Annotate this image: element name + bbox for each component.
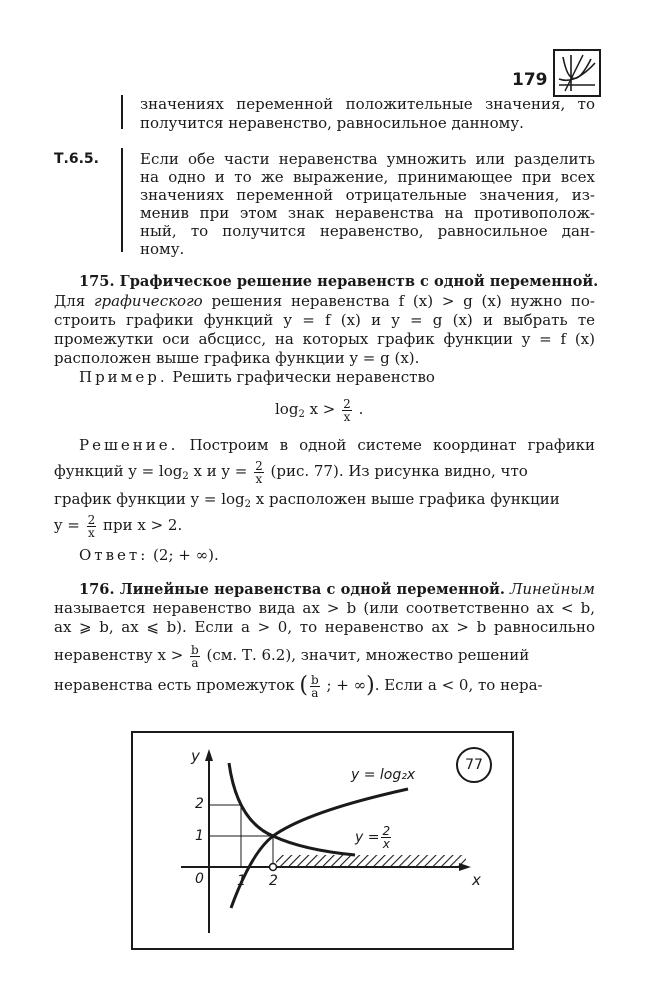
text-line: на одно и то же выражение, принимающее при всех xyxy=(140,168,595,186)
y-axis-arrow xyxy=(205,749,213,761)
text-line: значениях переменной положительные значения, то xyxy=(140,95,595,113)
x-axis-label: x xyxy=(472,871,481,889)
text-line: ному. xyxy=(140,240,185,258)
margin-bar xyxy=(121,95,123,129)
margin-bar xyxy=(121,148,123,252)
text-line: неравенства есть промежуток ( $\frac{b}{a}$ ; + ∞). Если a < 0, то нера- xyxy=(54,672,543,700)
text-line: график функции $y = \log_2 x$ расположен выше графика функции xyxy=(54,490,560,510)
log-curve-label: y = log₂x xyxy=(351,767,416,783)
text-line: расположен выше графика функции y = g (x). xyxy=(54,349,420,367)
text-line: строить графики функций y = f (x) и y = g (x) и выбрать те xyxy=(54,311,595,329)
example-line: Пример. Решить графически неравенство xyxy=(79,368,435,386)
text-line: ный, то получится неравенство, равносильное дан- xyxy=(140,222,595,240)
section-176-title: 176. Линейные неравенства с одной переменной. Линейным xyxy=(79,580,595,598)
y-tick-label: 2 xyxy=(195,796,204,812)
answer-line: Ответ: (2; + ∞). xyxy=(79,546,219,564)
text-line: значениях переменной отрицательные значения, из- xyxy=(140,186,595,204)
text-line: Для графического решения неравенства f (x) > g (x) нужно по- xyxy=(54,292,595,310)
x-tick-label: 1 xyxy=(237,873,246,889)
text-line: ax ⩾ b, ax ⩽ b). Если a > 0, то неравенство ax > b равносильно xyxy=(54,618,595,636)
text-line: промежутки оси абсцисс, на которых график функции y = f (x) xyxy=(54,330,595,348)
section-175-title: 175. Графическое решение неравенств с одной переменной. xyxy=(79,273,599,290)
example-formula: $\log_2 x$ > $\frac{2}{x}$ . xyxy=(275,396,364,424)
x-tick-label: 2 xyxy=(269,873,278,889)
text-line: Решение. Построим в одной системе координат графики xyxy=(79,436,595,454)
figure-77 xyxy=(131,731,514,950)
page-number: 179 xyxy=(512,70,548,90)
theorem-label: Т.6.5. xyxy=(54,151,99,167)
figure-graph xyxy=(133,733,512,948)
origin-label: 0 xyxy=(195,871,204,887)
text-line: менив при этом знак неравенства на противополож- xyxy=(140,204,595,222)
figure-number: 77 xyxy=(465,757,483,773)
open-point xyxy=(270,864,277,871)
chapter-graph-icon xyxy=(553,49,601,97)
y-tick-label: 1 xyxy=(195,828,204,844)
text-line: называется неравенство вида ax > b (или соответственно ax < b, xyxy=(54,599,595,617)
text-line: Если обе части неравенства умножить или разделить xyxy=(140,150,595,168)
text-line: y = $\frac{2}{x}$ при x > 2. xyxy=(54,512,183,540)
text-line: функций $y = \log_2 x$ и y = $\frac{2}{x}$ (рис. 77). Из рисунка видно, что xyxy=(54,458,528,486)
text-line: неравенству x > $\frac{b}{a}$ (см. Т. 6.2), значит, множество решений xyxy=(54,642,530,670)
y-axis-label: y xyxy=(191,747,200,765)
text-line: получится неравенство, равносильное данному. xyxy=(140,114,524,132)
hyperbola-label: y = $\frac{2}{x}$ xyxy=(355,824,391,851)
solution-hatch xyxy=(276,855,466,866)
